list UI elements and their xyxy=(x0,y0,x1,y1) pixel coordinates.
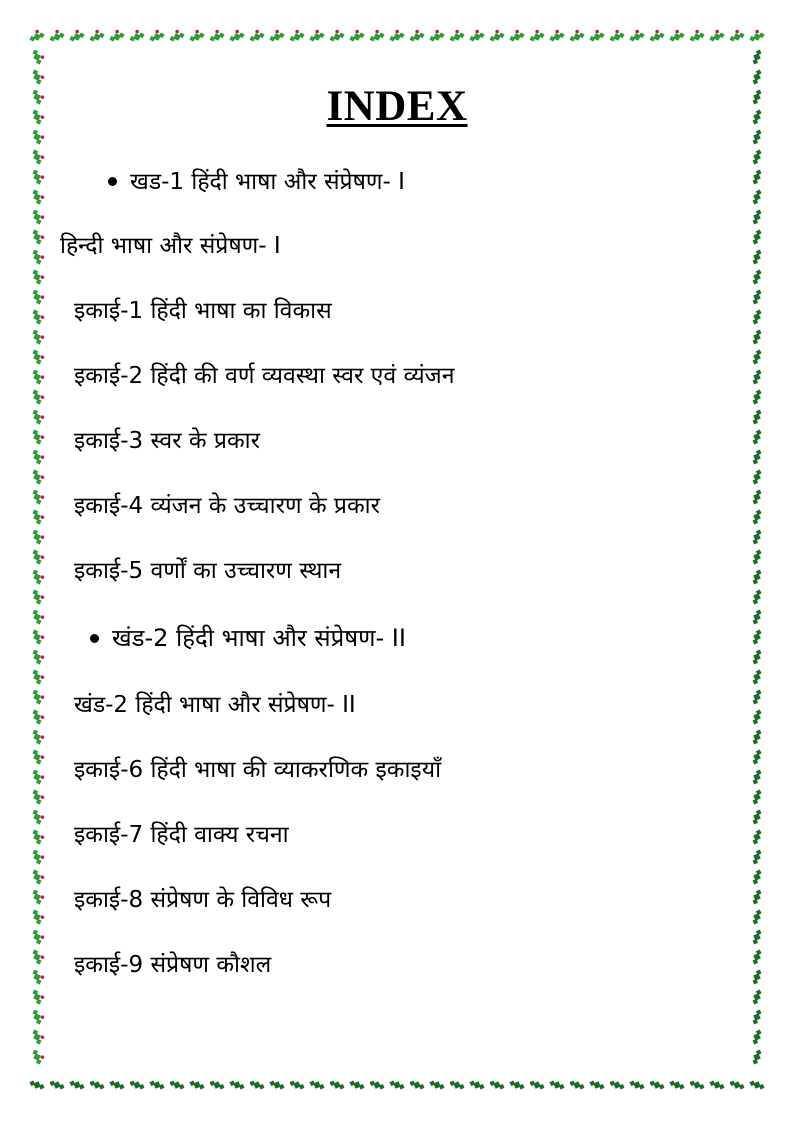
holly-leaf-icon xyxy=(31,947,47,966)
holly-leaf-icon xyxy=(31,787,47,806)
holly-leaf-icon xyxy=(588,1079,606,1092)
holly-leaf-icon xyxy=(31,567,47,586)
holly-leaf-icon xyxy=(228,1079,246,1092)
section-title-1: हिन्दी भाषा और संप्रेषण- I xyxy=(60,233,281,259)
holly-leaf-icon xyxy=(227,28,246,43)
holly-leaf-icon xyxy=(31,147,47,166)
holly-leaf-icon xyxy=(31,667,47,686)
holly-leaf-icon xyxy=(647,28,666,43)
holly-leaf-icon xyxy=(367,28,386,43)
unit-entry-5: इकाई-5 वर्णों का उच्चारण स्थान xyxy=(74,558,342,584)
holly-leaf-icon xyxy=(31,327,47,346)
holly-leaf-icon xyxy=(428,1079,446,1092)
holly-leaf-icon xyxy=(31,647,47,666)
holly-leaf-icon xyxy=(388,1079,406,1092)
unit-entry-6: इकाई-6 हिंदी भाषा की व्याकरणिक इकाइयाँ xyxy=(74,757,442,783)
holly-leaf-icon xyxy=(31,347,47,366)
holly-leaf-icon xyxy=(268,1079,286,1092)
holly-leaf-icon xyxy=(348,1079,366,1092)
unit-entry-2: इकाई-2 हिंदी की वर्ण व्यवस्था स्वर एवं व्यंजन xyxy=(74,363,455,389)
holly-leaf-icon xyxy=(751,248,764,266)
holly-leaf-icon xyxy=(751,608,764,626)
holly-leaf-icon xyxy=(31,207,47,226)
holly-leaf-icon xyxy=(31,987,47,1006)
holly-leaf-icon xyxy=(751,308,764,326)
holly-leaf-icon xyxy=(31,587,47,606)
holly-leaf-icon xyxy=(751,628,764,646)
holly-leaf-icon xyxy=(368,1079,386,1092)
holly-leaf-icon xyxy=(688,1079,706,1092)
holly-leaf-icon xyxy=(751,588,764,606)
holly-leaf-icon xyxy=(31,547,47,566)
holly-leaf-icon xyxy=(448,1079,466,1092)
holly-leaf-icon xyxy=(147,28,166,43)
holly-leaf-icon xyxy=(108,1079,126,1092)
holly-leaf-icon xyxy=(751,928,764,946)
holly-leaf-icon xyxy=(751,48,764,66)
holly-leaf-icon xyxy=(207,28,226,43)
holly-leaf-icon xyxy=(751,568,764,586)
holly-leaf-icon xyxy=(751,728,764,746)
holly-leaf-icon xyxy=(31,867,47,886)
holly-leaf-icon xyxy=(31,967,47,986)
holly-leaf-icon xyxy=(407,28,426,43)
holly-leaf-icon xyxy=(751,908,764,926)
holly-leaf-icon xyxy=(751,868,764,886)
unit-entry-9: इकाई-9 संप्रेषण कौशल xyxy=(74,952,272,978)
holly-leaf-icon xyxy=(31,907,47,926)
holly-leaf-icon xyxy=(751,528,764,546)
holly-leaf-icon xyxy=(608,1079,626,1092)
holly-leaf-icon xyxy=(751,348,764,366)
holly-leaf-icon xyxy=(31,527,47,546)
holly-leaf-icon xyxy=(31,727,47,746)
holly-leaf-icon xyxy=(87,28,106,43)
holly-leaf-icon xyxy=(548,1079,566,1092)
holly-leaf-icon xyxy=(31,747,47,766)
holly-leaf-icon xyxy=(751,808,764,826)
holly-leaf-icon xyxy=(31,607,47,626)
holly-leaf-icon xyxy=(31,407,47,426)
holly-leaf-icon xyxy=(667,28,686,43)
holly-leaf-icon xyxy=(31,1007,47,1026)
holly-leaf-icon xyxy=(468,1079,486,1092)
holly-leaf-icon xyxy=(568,1079,586,1092)
holly-leaf-icon xyxy=(527,28,546,43)
holly-leaf-icon xyxy=(751,688,764,706)
holly-leaf-icon xyxy=(751,188,764,206)
holly-leaf-icon xyxy=(751,448,764,466)
holly-leaf-icon xyxy=(31,1027,47,1046)
holly-leaf-icon xyxy=(707,28,726,43)
holly-leaf-icon xyxy=(31,267,47,286)
holly-leaf-icon xyxy=(628,1079,646,1092)
holly-leaf-icon xyxy=(328,1079,346,1092)
holly-leaf-icon xyxy=(208,1079,226,1092)
section-heading-1: खड-1 हिंदी भाषा और संप्रेषण- I xyxy=(130,169,405,195)
holly-leaf-icon xyxy=(687,28,706,43)
holly-leaf-icon xyxy=(467,28,486,43)
holly-leaf-icon xyxy=(127,28,146,43)
holly-leaf-icon xyxy=(751,468,764,486)
bullet-point-icon xyxy=(90,634,99,643)
holly-leaf-icon xyxy=(168,1079,186,1092)
holly-leaf-icon xyxy=(751,1048,764,1066)
unit-entry-1: इकाई-1 हिंदी भाषा का विकास xyxy=(74,298,332,324)
holly-leaf-icon xyxy=(31,707,47,726)
holly-leaf-icon xyxy=(387,28,406,43)
holly-leaf-icon xyxy=(751,408,764,426)
holly-leaf-icon xyxy=(751,508,764,526)
holly-leaf-icon xyxy=(267,28,286,43)
holly-leaf-icon xyxy=(31,307,47,326)
holly-leaf-icon xyxy=(447,28,466,43)
holly-leaf-icon xyxy=(607,28,626,43)
holly-leaf-icon xyxy=(547,28,566,43)
holly-leaf-icon xyxy=(128,1079,146,1092)
holly-leaf-icon xyxy=(708,1079,726,1092)
holly-leaf-icon xyxy=(31,807,47,826)
holly-leaf-icon xyxy=(31,467,47,486)
holly-leaf-icon xyxy=(751,648,764,666)
holly-leaf-icon xyxy=(751,988,764,1006)
holly-leaf-icon xyxy=(727,28,746,43)
holly-leaf-icon xyxy=(31,287,47,306)
bullet-point-icon xyxy=(108,177,117,186)
holly-leaf-icon xyxy=(751,848,764,866)
unit-entry-8: इकाई-8 संप्रेषण के विविध रूप xyxy=(74,887,332,913)
holly-leaf-icon xyxy=(188,1079,206,1092)
holly-leaf-icon xyxy=(67,28,86,43)
holly-leaf-icon xyxy=(31,887,47,906)
holly-leaf-icon xyxy=(28,28,46,43)
holly-leaf-icon xyxy=(31,427,47,446)
holly-leaf-icon xyxy=(488,1079,506,1092)
section-title-2: खंड-2 हिंदी भाषा और संप्रेषण- II xyxy=(74,692,356,718)
holly-leaf-icon xyxy=(528,1079,546,1092)
holly-leaf-icon xyxy=(427,28,446,43)
holly-leaf-icon xyxy=(31,927,47,946)
holly-leaf-icon xyxy=(307,28,326,43)
unit-entry-7: इकाई-7 हिंदी वाक्य रचना xyxy=(74,822,289,848)
holly-leaf-icon xyxy=(308,1079,326,1092)
holly-leaf-icon xyxy=(28,1079,46,1092)
holly-leaf-icon xyxy=(508,1079,526,1092)
holly-leaf-icon xyxy=(31,47,47,66)
holly-leaf-icon xyxy=(288,1079,306,1092)
holly-leaf-icon xyxy=(751,488,764,506)
holly-leaf-icon xyxy=(751,1008,764,1026)
holly-leaf-icon xyxy=(751,828,764,846)
unit-entry-4: इकाई-4 व्यंजन के उच्चारण के प्रकार xyxy=(74,493,381,519)
holly-leaf-icon xyxy=(751,228,764,246)
holly-leaf-icon xyxy=(148,1079,166,1092)
holly-leaf-icon xyxy=(751,668,764,686)
holly-leaf-icon xyxy=(751,328,764,346)
holly-leaf-icon xyxy=(751,748,764,766)
holly-leaf-icon xyxy=(31,767,47,786)
holly-leaf-icon xyxy=(751,368,764,386)
unit-entry-3: इकाई-3 स्वर के प्रकार xyxy=(74,428,260,454)
holly-leaf-icon xyxy=(48,1079,66,1092)
holly-leaf-icon xyxy=(31,447,47,466)
holly-leaf-icon xyxy=(751,288,764,306)
holly-leaf-icon xyxy=(751,948,764,966)
holly-leaf-icon xyxy=(47,28,66,43)
holly-leaf-icon xyxy=(487,28,506,43)
holly-leaf-icon xyxy=(248,1079,266,1092)
holly-leaf-icon xyxy=(751,148,764,166)
holly-leaf-icon xyxy=(751,968,764,986)
holly-leaf-icon xyxy=(68,1079,86,1092)
holly-leaf-icon xyxy=(31,827,47,846)
holly-leaf-icon xyxy=(567,28,586,43)
holly-leaf-icon xyxy=(751,548,764,566)
holly-leaf-icon xyxy=(31,687,47,706)
holly-leaf-icon xyxy=(747,28,766,43)
holly-leaf-icon xyxy=(31,387,47,406)
holly-leaf-icon xyxy=(31,227,47,246)
holly-leaf-icon xyxy=(187,28,206,43)
holly-leaf-icon xyxy=(648,1079,666,1092)
holly-leaf-icon xyxy=(408,1079,426,1092)
holly-leaf-icon xyxy=(751,708,764,726)
holly-leaf-icon xyxy=(751,428,764,446)
holly-leaf-icon xyxy=(31,507,47,526)
holly-leaf-icon xyxy=(247,28,266,43)
holly-leaf-icon xyxy=(728,1079,746,1092)
holly-leaf-icon xyxy=(751,1028,764,1046)
holly-leaf-icon xyxy=(31,847,47,866)
holly-leaf-icon xyxy=(88,1079,106,1092)
holly-leaf-icon xyxy=(751,768,764,786)
holly-leaf-icon xyxy=(751,888,764,906)
holly-leaf-icon xyxy=(751,208,764,226)
holly-leaf-icon xyxy=(107,28,126,43)
holly-leaf-icon xyxy=(627,28,646,43)
holly-leaf-icon xyxy=(751,388,764,406)
holly-leaf-icon xyxy=(31,1047,47,1066)
holly-leaf-icon xyxy=(31,187,47,206)
holly-leaf-icon xyxy=(167,28,186,43)
holly-leaf-icon xyxy=(751,788,764,806)
holly-leaf-icon xyxy=(751,168,764,186)
holly-leaf-icon xyxy=(31,627,47,646)
page-title: INDEX xyxy=(326,83,468,130)
holly-leaf-icon xyxy=(587,28,606,43)
holly-leaf-icon xyxy=(31,167,47,186)
holly-leaf-icon xyxy=(668,1079,686,1092)
holly-leaf-icon xyxy=(31,487,47,506)
holly-leaf-icon xyxy=(327,28,346,43)
holly-leaf-icon xyxy=(748,1079,766,1092)
holly-leaf-icon xyxy=(347,28,366,43)
holly-leaf-icon xyxy=(507,28,526,43)
holly-leaf-icon xyxy=(31,367,47,386)
holly-leaf-icon xyxy=(287,28,306,43)
holly-leaf-icon xyxy=(751,268,764,286)
holly-leaf-icon xyxy=(31,247,47,266)
section-heading-2: खंड-2 हिंदी भाषा और संप्रेषण- II xyxy=(112,624,406,652)
